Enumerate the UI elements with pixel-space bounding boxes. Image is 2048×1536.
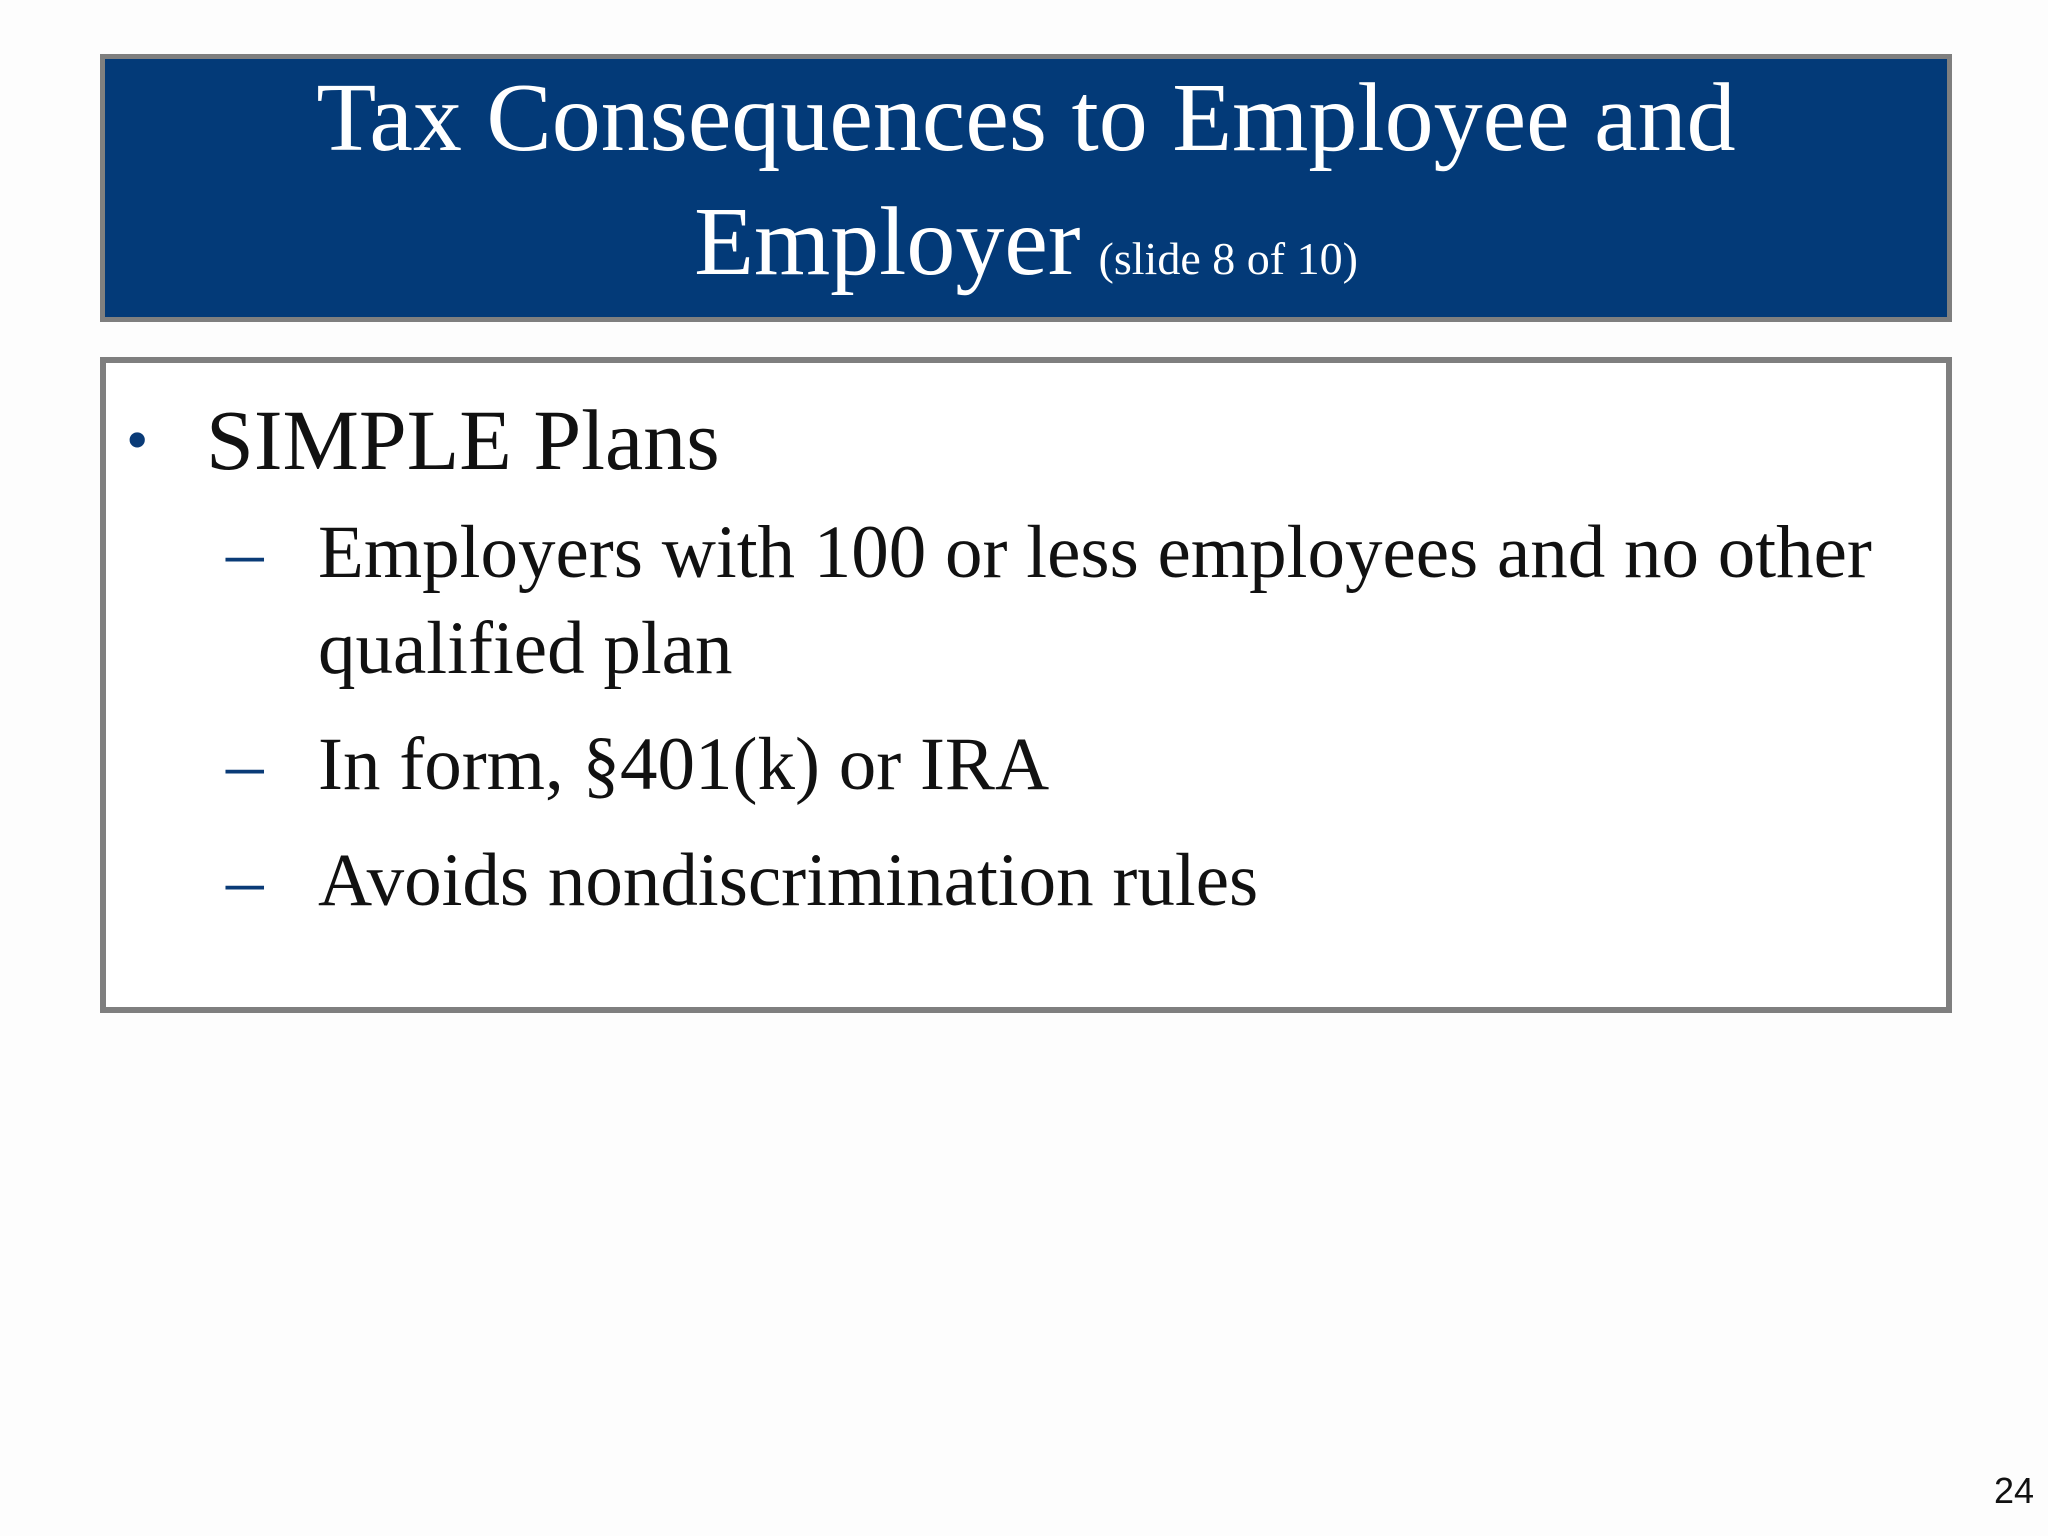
subbullet-text: In form, §401(k) or IRA <box>318 723 1050 806</box>
page-number: 24 <box>1993 1470 2034 1511</box>
subbullet-text: Avoids nondiscrimination rules <box>318 839 1259 922</box>
subbullet-item <box>226 505 1876 697</box>
bullet-dot-icon: • <box>126 404 149 475</box>
slide-title-box <box>100 54 1952 322</box>
slide-title-line-2 <box>694 180 1358 321</box>
dash-icon: – <box>226 723 264 806</box>
slide-content-box <box>100 357 1952 1013</box>
slide-title-line-1: Tax Consequences to Employee and <box>316 63 1736 172</box>
slide-title-subtitle: (slide 8 of 10) <box>1098 232 1358 284</box>
subbullet-text: Employers with 100 or less employees and no other qualified plan <box>318 511 1872 690</box>
subbullet-item <box>226 833 1876 929</box>
dash-icon: – <box>226 839 264 922</box>
bullet-text: SIMPLE Plans <box>206 392 720 488</box>
subbullet-item <box>226 717 1876 813</box>
slide-title-main-word: Employer <box>694 187 1081 296</box>
bullet-simple-plans <box>126 385 720 495</box>
subbullet-list <box>226 505 1876 949</box>
dash-icon: – <box>226 511 264 594</box>
